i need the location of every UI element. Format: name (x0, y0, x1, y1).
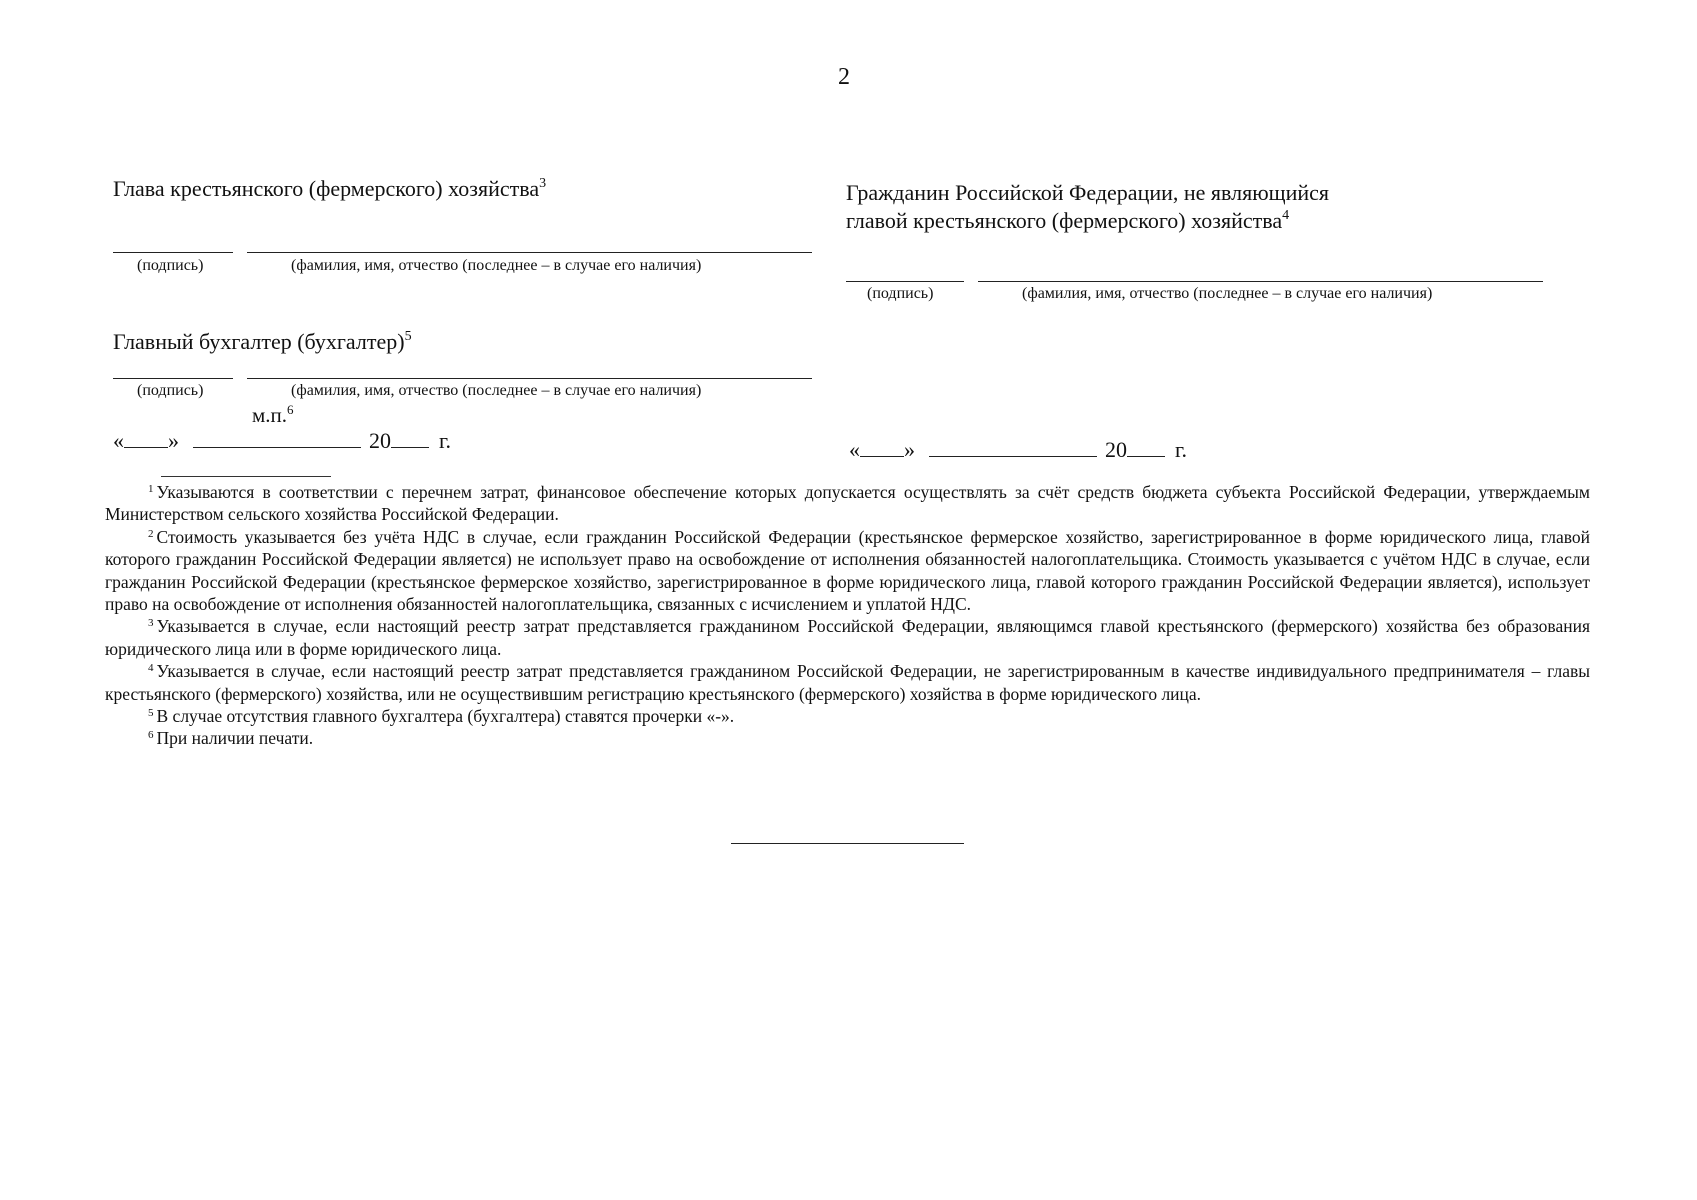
farm-head-title-text: Глава крестьянского (фермерского) хозяйства (113, 176, 540, 201)
footnote-ref-3: 3 (539, 176, 547, 191)
farm-head-signature-caption: (подпись) (137, 257, 204, 274)
footnote-mark: 5 (148, 707, 154, 720)
left-date-month-field[interactable] (193, 446, 361, 448)
right-date-close-quote: » (904, 437, 915, 462)
right-date-year-suffix: г. (1175, 437, 1188, 462)
left-date-year-field[interactable] (391, 446, 429, 448)
footnotes (105, 481, 1590, 750)
footnote-ref-6: 6 (287, 402, 294, 417)
footnote-2 (105, 526, 1590, 616)
right-date-month-field[interactable] (929, 455, 1097, 457)
footnote-ref-4: 4 (1282, 208, 1290, 223)
right-date-open-quote: « (849, 437, 860, 462)
farm-head-title (113, 175, 546, 203)
farm-head-name-line[interactable] (247, 252, 812, 253)
left-date-year-suffix: г. (439, 428, 452, 453)
accountant-name-caption: (фамилия, имя, отчество (последнее – в случае его наличия) (291, 382, 702, 399)
footnote-text: В случае отсутствия главного бухгалтера (бухгалтера) ставятся прочерки «-». (156, 706, 735, 727)
footnote-mark: 6 (148, 729, 154, 742)
footnote-text: При наличии печати. (156, 728, 314, 749)
footnote-mark: 2 (148, 527, 154, 540)
footnote-text: Указывается в случае, если настоящий реестр затрат представляется гражданином Российской Федерации, являющимся главой крестьянского (фермерского) хозяйства без образования юридического лица или в форме юридического лица. (105, 616, 1590, 659)
citizen-title-line-2: главой крестьянского (фермерского) хозяйства (846, 208, 1283, 233)
left-date-year-prefix: 20 (369, 428, 391, 453)
citizen-name-caption: (фамилия, имя, отчество (последнее – в случае его наличия) (1022, 285, 1433, 302)
citizen-name-line[interactable] (978, 281, 1543, 282)
footnote-ref-5: 5 (404, 329, 412, 344)
footnote-text: Указываются в соответствии с перечнем затрат, финансовое обеспечение которых допускается осуществлять за счёт средств бюджета субъекта Российской Федерации, утверждаемым Министерством сельского хозяйства Российской Федерации. (105, 482, 1590, 525)
citizen-signature-line[interactable] (846, 281, 964, 282)
footnote-mark: 1 (148, 483, 154, 495)
left-date-line (113, 428, 451, 454)
footnote-5 (105, 705, 1590, 727)
accountant-name-line[interactable] (247, 378, 812, 379)
footnote-text: Указывается в случае, если настоящий реестр затрат представляется гражданином Российской Федерации, не зарегистрированным в качестве индивидуального предпринимателя – главы крестьянского (фермерского) хозяйства, или не осуществившим регистрацию крестьянского (фермерского) хозяйства в форме юридического лица. (105, 661, 1590, 704)
stamp-label: м.п. (252, 403, 288, 427)
footnote-text: Стоимость указывается без учёта НДС в случае, если гражданин Российской Федерации (крестьянское фермерское хозяйство, зарегистрированное в форме юридического лица, главой которого гражданин Российской Федерации является) не использует право на освобождение от исполнения обязанностей налогоплательщика. Стоимость указывается с учётом НДС в случае, если гражданин Российской Федерации (крестьянское фермерское хозяйство, зарегистрированное в форме юридического лица, главой которого гражданин Российской Федерации является), использует право на освобождение от исполнения обязанностей налогоплательщика, связанных с исчислением и уплатой НДС. (105, 526, 1590, 615)
footnote-mark: 4 (148, 662, 154, 675)
left-date-day-field[interactable] (124, 446, 168, 448)
footnote-3 (105, 615, 1590, 660)
citizen-signature-caption: (подпись) (867, 285, 934, 302)
end-of-document-rule (731, 843, 964, 844)
footnote-4 (105, 660, 1590, 705)
citizen-title (846, 179, 1329, 235)
citizen-title-line-1: Гражданин Российской Федерации, не являющийся (846, 180, 1330, 205)
right-date-day-field[interactable] (860, 455, 904, 457)
footnote-separator (161, 476, 331, 477)
farm-head-name-caption: (фамилия, имя, отчество (последнее – в случае его наличия) (291, 257, 702, 274)
left-date-open-quote: « (113, 428, 124, 453)
page-number: 2 (838, 64, 850, 90)
right-date-line (849, 437, 1187, 463)
footnote-1 (105, 481, 1590, 526)
stamp-place (252, 403, 294, 428)
accountant-title (113, 328, 412, 356)
footnote-6 (105, 727, 1590, 749)
footnote-mark: 3 (148, 617, 154, 630)
accountant-signature-line[interactable] (113, 378, 233, 379)
farm-head-signature-line[interactable] (113, 252, 233, 253)
left-date-close-quote: » (168, 428, 179, 453)
accountant-signature-caption: (подпись) (137, 382, 204, 399)
right-date-year-prefix: 20 (1105, 437, 1127, 462)
right-date-year-field[interactable] (1127, 455, 1165, 457)
accountant-title-text: Главный бухгалтер (бухгалтер) (113, 329, 405, 354)
citizen-title-line-2-wrap (846, 207, 1329, 235)
